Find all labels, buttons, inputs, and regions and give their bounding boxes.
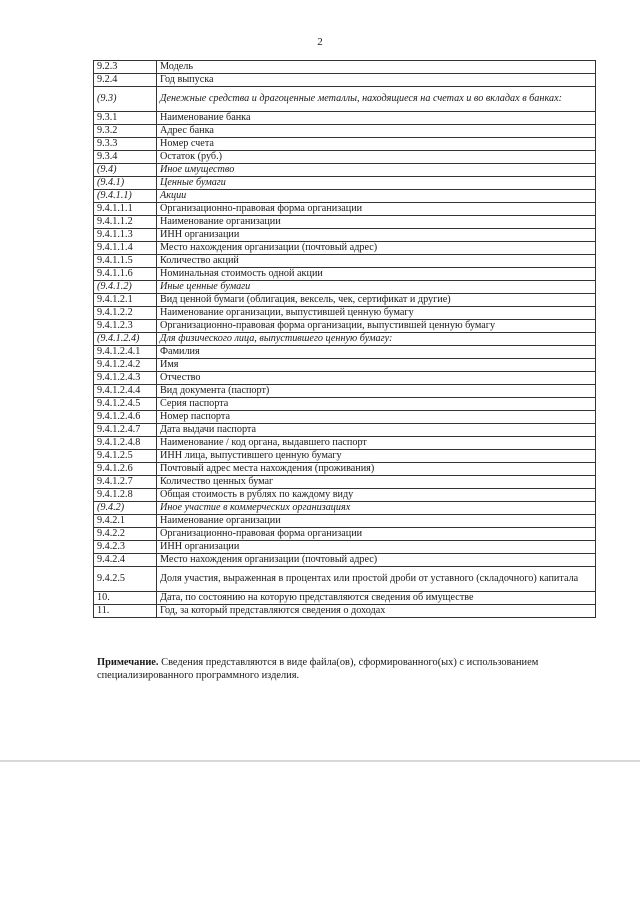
table-row <box>94 74 596 87</box>
row-description: Организационно-правовая форма организации <box>157 203 596 216</box>
row-description: Вид ценной бумаги (облигация, вексель, чек, сертификат и другие) <box>157 294 596 307</box>
row-code: 9.4.1.1.4 <box>94 242 157 255</box>
row-description: Место нахождения организации (почтовый адрес) <box>157 554 596 567</box>
table-row <box>94 333 596 346</box>
row-code: (9.4.1.1) <box>94 190 157 203</box>
row-code: 9.4.1.2.4.4 <box>94 385 157 398</box>
row-description: Остаток (руб.) <box>157 151 596 164</box>
row-description: Адрес банка <box>157 125 596 138</box>
table-row <box>94 138 596 151</box>
row-description: ИНН организации <box>157 229 596 242</box>
row-code: 9.4.1.2.5 <box>94 450 157 463</box>
row-description: Количество акций <box>157 255 596 268</box>
row-description: Общая стоимость в рублях по каждому виду <box>157 489 596 502</box>
row-code: 9.4.1.2.4.5 <box>94 398 157 411</box>
row-description: Организационно-правовая форма организации <box>157 528 596 541</box>
table-row <box>94 307 596 320</box>
row-code: 9.4.1.2.4.2 <box>94 359 157 372</box>
row-description: Иное участие в коммерческих организациях <box>157 502 596 515</box>
row-description: Год выпуска <box>157 74 596 87</box>
row-description: Модель <box>157 61 596 74</box>
table-row <box>94 164 596 177</box>
row-code: 9.4.1.2.4.6 <box>94 411 157 424</box>
row-code: 9.3.3 <box>94 138 157 151</box>
row-description: Доля участия, выраженная в процентах или простой дроби от уставного (складочного) капитала <box>157 567 596 592</box>
row-code: 9.4.1.1.6 <box>94 268 157 281</box>
row-description: Наименование / код органа, выдавшего паспорт <box>157 437 596 450</box>
table-row <box>94 216 596 229</box>
row-code: 9.3.1 <box>94 112 157 125</box>
table-row <box>94 489 596 502</box>
row-description: Номер паспорта <box>157 411 596 424</box>
table-row <box>94 528 596 541</box>
table-row <box>94 541 596 554</box>
row-code: 9.4.2.5 <box>94 567 157 592</box>
row-code: 9.4.2.4 <box>94 554 157 567</box>
row-description: Иные ценные бумаги <box>157 281 596 294</box>
table-row <box>94 177 596 190</box>
table-row <box>94 398 596 411</box>
row-code: (9.4.1.2.4) <box>94 333 157 346</box>
table-row <box>94 424 596 437</box>
table-row <box>94 255 596 268</box>
table-row <box>94 359 596 372</box>
fields-table-body <box>94 61 596 618</box>
table-row <box>94 385 596 398</box>
row-description: Денежные средства и драгоценные металлы, находящиеся на счетах и во вкладах в банках: <box>157 87 596 112</box>
row-code: 9.4.1.1.5 <box>94 255 157 268</box>
table-row <box>94 268 596 281</box>
table-row <box>94 125 596 138</box>
row-description: Для физического лица, выпустившего ценную бумагу: <box>157 333 596 346</box>
row-code: 9.3.4 <box>94 151 157 164</box>
table-row <box>94 592 596 605</box>
row-code: (9.4.1) <box>94 177 157 190</box>
row-code: 9.4.1.1.2 <box>94 216 157 229</box>
note-text: Сведения представляются в виде файла(ов), сформированного(ых) с использованием специализированного программного изделия. <box>97 657 539 681</box>
table-row <box>94 463 596 476</box>
table-row <box>94 229 596 242</box>
page-bottom-edge <box>0 760 640 762</box>
row-code: 9.4.1.1.3 <box>94 229 157 242</box>
row-code: 9.4.1.1.1 <box>94 203 157 216</box>
table-row <box>94 605 596 618</box>
row-description: Дата выдачи паспорта <box>157 424 596 437</box>
row-description: Почтовый адрес места нахождения (проживания) <box>157 463 596 476</box>
table-row <box>94 372 596 385</box>
table-row <box>94 87 596 112</box>
table-row <box>94 515 596 528</box>
row-description: Год, за который представляются сведения о доходах <box>157 605 596 618</box>
page-number: 2 <box>317 36 323 48</box>
row-description: Акции <box>157 190 596 203</box>
row-code: (9.4.2) <box>94 502 157 515</box>
row-code: 9.4.2.1 <box>94 515 157 528</box>
row-description: Номер счета <box>157 138 596 151</box>
row-description: Наименование организации <box>157 515 596 528</box>
row-code: 9.4.1.2.4.7 <box>94 424 157 437</box>
table-row <box>94 242 596 255</box>
fields-table <box>93 60 596 618</box>
row-code: 9.4.2.3 <box>94 541 157 554</box>
row-code: 9.2.4 <box>94 74 157 87</box>
row-description: ИНН организации <box>157 541 596 554</box>
row-description: Наименование банка <box>157 112 596 125</box>
row-description: Номинальная стоимость одной акции <box>157 268 596 281</box>
row-description: Фамилия <box>157 346 596 359</box>
row-description: Ценные бумаги <box>157 177 596 190</box>
table-row <box>94 346 596 359</box>
row-code: (9.4) <box>94 164 157 177</box>
table-row <box>94 437 596 450</box>
row-code: 9.3.2 <box>94 125 157 138</box>
row-code: 11. <box>94 605 157 618</box>
table-row <box>94 61 596 74</box>
table-row <box>94 476 596 489</box>
table-row <box>94 554 596 567</box>
row-description: Серия паспорта <box>157 398 596 411</box>
table-row <box>94 112 596 125</box>
table-row <box>94 502 596 515</box>
row-code: 9.4.1.2.3 <box>94 320 157 333</box>
row-description: Вид документа (паспорт) <box>157 385 596 398</box>
table-row <box>94 320 596 333</box>
row-code: 9.4.1.2.8 <box>94 489 157 502</box>
row-description: Место нахождения организации (почтовый адрес) <box>157 242 596 255</box>
row-description: Отчество <box>157 372 596 385</box>
row-code: 9.2.3 <box>94 61 157 74</box>
row-description: Организационно-правовая форма организации, выпустившей ценную бумагу <box>157 320 596 333</box>
table-row <box>94 294 596 307</box>
row-description: Дата, по состоянию на которую представляются сведения об имуществе <box>157 592 596 605</box>
row-description: Наименование организации <box>157 216 596 229</box>
row-code: 10. <box>94 592 157 605</box>
row-code: 9.4.1.2.7 <box>94 476 157 489</box>
note-paragraph <box>97 657 597 682</box>
table-row <box>94 151 596 164</box>
row-description: Иное имущество <box>157 164 596 177</box>
table-row <box>94 203 596 216</box>
table-row <box>94 450 596 463</box>
row-code: 9.4.2.2 <box>94 528 157 541</box>
table-row <box>94 190 596 203</box>
table-row <box>94 567 596 592</box>
row-code: 9.4.1.2.4.8 <box>94 437 157 450</box>
row-code: (9.3) <box>94 87 157 112</box>
row-description: ИНН лица, выпустившего ценную бумагу <box>157 450 596 463</box>
row-description: Количество ценных бумаг <box>157 476 596 489</box>
row-code: 9.4.1.2.4.3 <box>94 372 157 385</box>
row-description: Наименование организации, выпустившей ценную бумагу <box>157 307 596 320</box>
row-code: 9.4.1.2.2 <box>94 307 157 320</box>
row-description: Имя <box>157 359 596 372</box>
table-row <box>94 411 596 424</box>
note-label: Примечание. <box>97 657 159 668</box>
row-code: (9.4.1.2) <box>94 281 157 294</box>
row-code: 9.4.1.2.4.1 <box>94 346 157 359</box>
row-code: 9.4.1.2.6 <box>94 463 157 476</box>
table-row <box>94 281 596 294</box>
row-code: 9.4.1.2.1 <box>94 294 157 307</box>
